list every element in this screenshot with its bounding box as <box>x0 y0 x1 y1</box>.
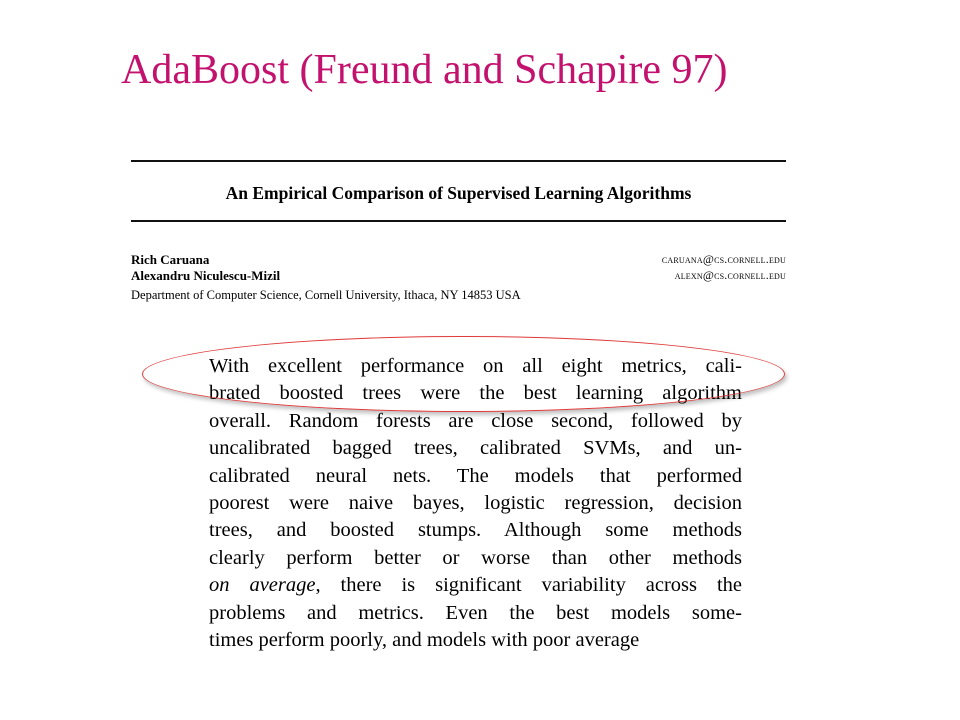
excerpt-line: uncalibrated bagged trees, calibrated SVMs, and un- <box>209 437 742 460</box>
excerpt-line: times perform poorly, and models with poor average <box>209 629 640 652</box>
affiliation: Department of Computer Science, Cornell University, Ithaca, NY 14853 USA <box>131 288 521 302</box>
author-name: Rich Caruana <box>131 252 210 267</box>
highlight-ellipse <box>142 336 785 412</box>
excerpt-line: poorest were naive bayes, logistic regression, decision <box>209 492 742 515</box>
author-row-1 <box>131 252 786 268</box>
excerpt-line: trees, and boosted stumps. Although some methods <box>209 519 742 542</box>
excerpt-line: calibrated neural nets. The models that performed <box>209 464 742 487</box>
excerpt-line <box>209 572 742 599</box>
excerpt-line-rest: , there is significant variability across the <box>315 574 742 597</box>
excerpt-line: problems and metrics. Even the best models some- <box>209 601 742 624</box>
author-email: caruana@cs.cornell.edu <box>661 252 786 266</box>
excerpt-line: clearly perform better or worse than other methods <box>209 546 742 569</box>
excerpt-line: brated boosted trees were the best learning algorithm <box>209 382 742 405</box>
paper-title: An Empirical Comparison of Supervised Learning Algorithms <box>225 183 692 203</box>
author-name: Alexandru Niculescu-Mizil <box>131 268 281 283</box>
title-bottom-rule <box>131 220 786 222</box>
emphasis-text: on average <box>209 574 316 597</box>
slide-title: AdaBoost (Freund and Schapire 97) <box>121 47 728 93</box>
excerpt-line: With excellent performance on all eight metrics, cali- <box>209 355 742 377</box>
excerpt-line: overall. Random forests are close second, followed by <box>209 409 742 432</box>
title-top-rule <box>131 160 786 162</box>
author-email: alexn@cs.cornell.edu <box>674 268 786 282</box>
author-row-2 <box>131 268 786 284</box>
